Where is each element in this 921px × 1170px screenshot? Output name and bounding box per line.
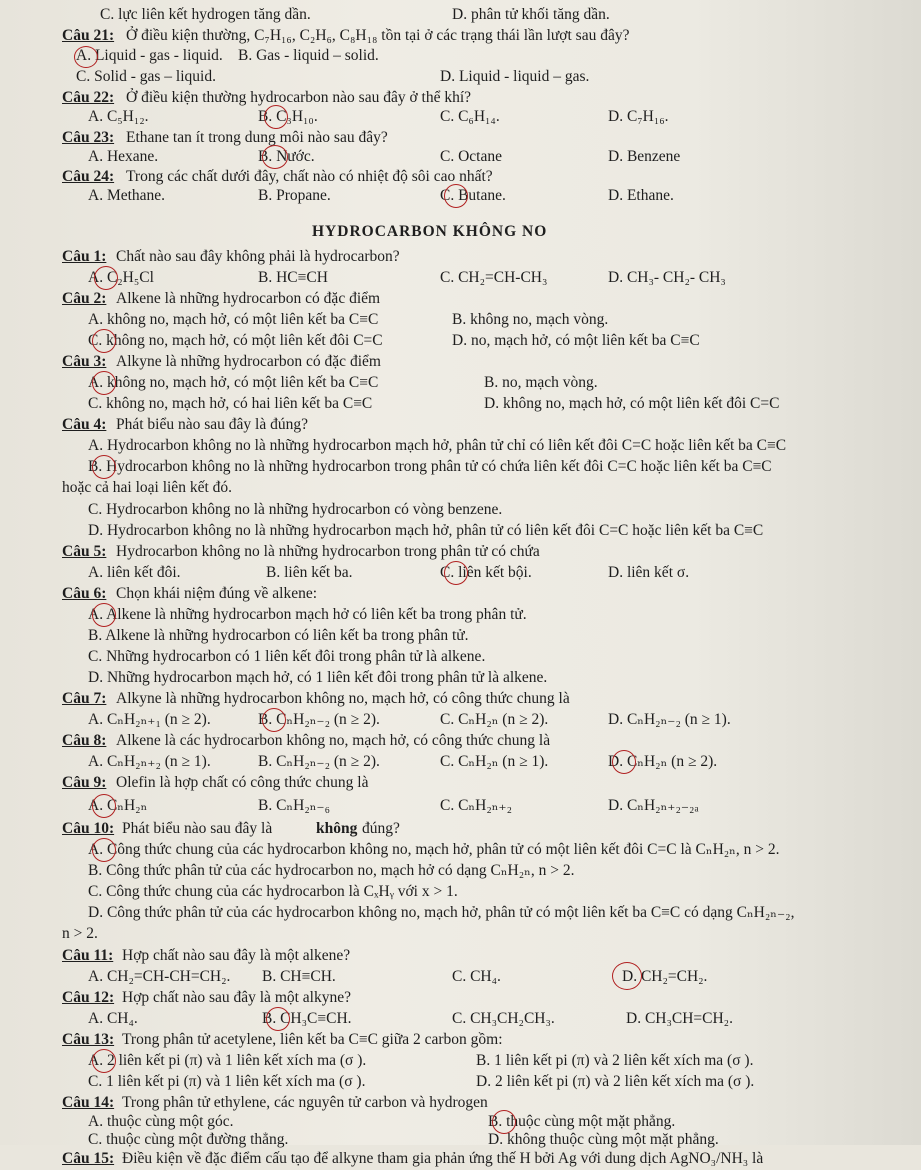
text-cell: D. CH₂=CH₂. — [622, 968, 708, 985]
question-label: Câu 21: — [62, 27, 115, 44]
text-cell: D. CₙH₂ₙ₊₂₋₂ₐ — [608, 797, 699, 814]
text-cell: A. Hydrocarbon không no là những hydrocarbon mạch hở, phân tử chỉ có liên kết đôi C=C hoặc liên kết ba C≡C — [88, 437, 787, 454]
text-cell: B. Gas - liquid – solid. — [238, 47, 379, 64]
text-cell: C. Những hydrocarbon có 1 liên kết đôi trong phân tử là alkene. — [88, 648, 486, 665]
text-cell: C. Octane — [440, 148, 502, 165]
text-cell: C. CH₃CH₂CH₃. — [452, 1010, 555, 1027]
question-label: Câu 9: — [62, 774, 107, 791]
text-cell: A. C₂H₅Cl — [88, 269, 154, 286]
question-label: Câu 4: — [62, 416, 107, 433]
text-cell: A. CₙH₂ₙ₊₂ (n ≥ 1). — [88, 753, 211, 770]
text-line — [0, 1071, 921, 1093]
text-cell: Phát biểu nào sau đây là đúng? — [116, 416, 308, 433]
text-line — [0, 435, 921, 457]
text-line — [0, 583, 921, 605]
text-cell: A. CH₄. — [88, 1010, 138, 1027]
text-cell: B. HC≡CH — [258, 269, 328, 286]
question-label: Câu 7: — [62, 690, 107, 707]
text-cell: B. Propane. — [258, 187, 331, 204]
text-cell: D. phân tử khối tăng dần. — [452, 6, 610, 23]
text-cell: A. 2 liên kết pi (π) và 1 liên kết xích ma (σ ). — [88, 1052, 367, 1069]
text-cell: D. CH₃- CH₂- CH₃ — [608, 269, 726, 286]
text-cell: Trong phân tử acetylene, liên kết ba C≡C giữa 2 carbon gồm: — [122, 1031, 503, 1048]
text-cell: A. C₅H₁₂. — [88, 108, 149, 125]
question-label: Câu 22: — [62, 89, 115, 106]
text-line — [0, 1050, 921, 1072]
text-cell: D. Công thức phân tử của các hydrocarbon không no, mạch hở, phân tử có một liên kết ba C≡C có dạng CₙH₂ₙ₋₂, — [88, 904, 795, 921]
text-line — [0, 477, 921, 499]
text-line — [0, 456, 921, 478]
text-cell: Điều kiện về đặc điểm cấu tạo để alkyne tham gia phản ứng thế H bởi Ag với dung dịch AgNO₃/NH₃ là — [122, 1150, 764, 1167]
text-cell: C. C₆H₁₄. — [440, 108, 500, 125]
text-line — [0, 185, 921, 207]
text-line — [0, 966, 921, 988]
text-line — [0, 860, 921, 882]
text-cell: B. Công thức phân tử của các hydrocarbon no, mạch hở có dạng CₙH₂ₙ, n > 2. — [88, 862, 575, 879]
text-cell: A. không no, mạch hở, có một liên kết ba C≡C — [88, 374, 379, 391]
question-label: Câu 14: — [62, 1094, 115, 1111]
question-label: Câu 10: — [62, 820, 115, 837]
text-line — [0, 625, 921, 647]
text-cell: B. CH₃C≡CH. — [262, 1010, 352, 1027]
text-cell: A. không no, mạch hở, có một liên kết ba C≡C — [88, 311, 379, 328]
text-cell: hoặc cả hai loại liên kết đó. — [62, 479, 233, 496]
text-cell: B. no, mạch vòng. — [484, 374, 598, 391]
text-line — [0, 45, 921, 67]
text-line — [0, 541, 921, 563]
text-line — [0, 393, 921, 415]
text-cell: n > 2. — [62, 925, 98, 942]
text-cell: C. thuộc cùng một đường thẳng. — [88, 1131, 289, 1148]
text-cell: B. CₙH₂ₙ₋₂ (n ≥ 2). — [258, 711, 380, 728]
text-line — [0, 818, 921, 840]
text-cell: C. Công thức chung của các hydrocarbon là CₓHᵧ với x > 1. — [88, 883, 458, 900]
text-cell: C. lực liên kết hydrogen tăng dần. — [100, 6, 311, 23]
text-cell: C. CₙH₂ₙ (n ≥ 2). — [440, 711, 549, 728]
text-cell: D. không no, mạch hở, có một liên kết đôi C=C — [484, 395, 780, 412]
text-cell: C. CₙH₂ₙ₊₂ — [440, 797, 513, 814]
text-cell: Trong phân tử ethylene, các nguyên tử carbon và hydrogen — [122, 1094, 488, 1111]
text-line — [0, 795, 921, 817]
text-line — [0, 902, 921, 924]
text-cell: B. thuộc cùng một mặt phẳng. — [488, 1113, 676, 1130]
text-cell: C. Solid - gas – liquid. — [76, 68, 216, 85]
text-cell: D. C₇H₁₆. — [608, 108, 669, 125]
text-cell: Hợp chất nào sau đây là một alkyne? — [122, 989, 351, 1006]
text-cell: A. Hexane. — [88, 148, 159, 165]
text-cell: D. no, mạch hở, có một liên kết ba C≡C — [452, 332, 700, 349]
text-cell: B. CₙH₂ₙ₋₂ (n ≥ 2). — [258, 753, 380, 770]
text-cell: C. Hydrocarbon không no là những hydrocarbon có vòng benzene. — [88, 501, 503, 518]
text-cell: B. Nước. — [258, 148, 315, 165]
text-cell: B. CₙH₂ₙ₋₆ — [258, 797, 331, 814]
text-line — [0, 25, 921, 47]
question-label: Câu 3: — [62, 353, 107, 370]
text-line — [0, 945, 921, 967]
text-line — [0, 1008, 921, 1030]
text-cell: A. liên kết đôi. — [88, 564, 181, 581]
text-cell: Trong các chất dưới đây, chất nào có nhiệt độ sôi cao nhất? — [126, 168, 493, 185]
text-cell: C. không no, mạch hở, có hai liên kết ba C≡C — [88, 395, 373, 412]
text-cell: D. Hydrocarbon không no là những hydrocarbon mạch hở, phân tử có liên kết đôi C=C hoặc liên kết ba C≡C — [88, 522, 764, 539]
text-line — [0, 4, 921, 26]
text-line — [0, 106, 921, 128]
text-cell: D. CₙH₂ₙ (n ≥ 2). — [608, 753, 718, 770]
text-cell: D. Những hydrocarbon mạch hở, có 1 liên kết đôi trong phân tử là alkene. — [88, 669, 548, 686]
text-line — [0, 839, 921, 861]
text-line — [0, 688, 921, 710]
text-cell: A. CH₂=CH-CH=CH₂. — [88, 968, 231, 985]
question-label: Câu 6: — [62, 585, 107, 602]
section-heading: HYDROCARBON KHÔNG NO — [312, 223, 548, 240]
text-cell: B. Hydrocarbon không no là những hydrocarbon trong phân tử có chứa liên kết đôi C=C hoặc liên kết ba C≡C — [88, 458, 772, 475]
text-line — [0, 66, 921, 88]
text-cell: Ethane tan ít trong dung môi nào sau đây? — [126, 129, 388, 146]
text-line — [0, 288, 921, 310]
text-cell: Ở điều kiện thường, C₇H₁₆, C₂H₆, C₈H₁₈ tồn tại ở các trạng thái lần lượt sau đây? — [126, 27, 630, 44]
text-cell: B. 1 liên kết pi (π) và 2 liên kết xích ma (σ ). — [476, 1052, 754, 1069]
text-cell: D. không thuộc cùng một mặt phẳng. — [488, 1131, 719, 1148]
question-label: Câu 23: — [62, 129, 115, 146]
text-line — [0, 309, 921, 331]
question-label: Câu 8: — [62, 732, 107, 749]
text-line — [0, 372, 921, 394]
text-cell: B. C₃H₁₀. — [258, 108, 318, 125]
text-cell: A. Công thức chung của các hydrocarbon không no, mạch hở, phân tử có một liên kết đôi C=C là CₙH₂ₙ, n > 2. — [88, 841, 780, 858]
text-cell: A. Liquid - gas - liquid. — [76, 47, 223, 64]
question-label: Câu 13: — [62, 1031, 115, 1048]
text-line — [0, 1029, 921, 1051]
text-cell: C. không no, mạch hở, có một liên kết đôi C=C — [88, 332, 383, 349]
text-line — [0, 414, 921, 436]
question-label: Câu 24: — [62, 168, 115, 185]
question-label: Câu 11: — [62, 947, 114, 964]
text-line — [0, 246, 921, 268]
text-cell: C. liên kết bội. — [440, 564, 532, 581]
text-cell: C. CH₂=CH-CH₃ — [440, 269, 548, 286]
text-line — [0, 330, 921, 352]
text-cell: D. Ethane. — [608, 187, 674, 204]
text-line — [0, 751, 921, 773]
question-label: Câu 5: — [62, 543, 107, 560]
text-line — [0, 146, 921, 168]
text-cell: D. CH₃CH=CH₂. — [626, 1010, 733, 1027]
text-cell: Alkene là các hydrocarbon không no, mạch hở, có công thức chung là — [116, 732, 551, 749]
text-cell: B. không no, mạch vòng. — [452, 311, 609, 328]
text-cell: A. CₙH₂ₙ₊₁ (n ≥ 2). — [88, 711, 211, 728]
text-cell: không — [316, 820, 358, 837]
text-cell: B. liên kết ba. — [266, 564, 353, 581]
text-cell: Alkyne là những hydrocarbon không no, mạch hở, có công thức chung là — [116, 690, 570, 707]
text-line — [0, 709, 921, 731]
text-cell: B. CH≡CH. — [262, 968, 336, 985]
text-line — [0, 520, 921, 542]
text-cell: A. Methane. — [88, 187, 166, 204]
text-line — [0, 351, 921, 373]
text-line — [0, 267, 921, 289]
text-cell: D. CₙH₂ₙ₋₂ (n ≥ 1). — [608, 711, 731, 728]
text-cell: C. CₙH₂ₙ (n ≥ 1). — [440, 753, 549, 770]
text-line — [0, 667, 921, 689]
text-cell: Chất nào sau đây không phải là hydrocarbon? — [116, 248, 400, 265]
text-line — [0, 221, 921, 243]
text-cell: Alkyne là những hydrocarbon có đặc điểm — [116, 353, 381, 370]
question-label: Câu 15: — [62, 1150, 115, 1167]
text-cell: D. Liquid - liquid – gas. — [440, 68, 590, 85]
text-cell: Alkene là những hydrocarbon có đặc điểm — [116, 290, 381, 307]
text-line — [0, 562, 921, 584]
text-cell: C. CH₄. — [452, 968, 501, 985]
question-label: Câu 2: — [62, 290, 107, 307]
text-cell: A. CₙH₂ₙ — [88, 797, 148, 814]
text-cell: Hydrocarbon không no là những hydrocarbon trong phân tử có chứa — [116, 543, 540, 560]
text-cell: Ở điều kiện thường hydrocarbon nào sau đây ở thể khí? — [126, 89, 472, 106]
text-cell: A. Alkene là những hydrocarbon mạch hở có liên kết ba trong phân tử. — [88, 606, 527, 623]
text-cell: C. 1 liên kết pi (π) và 1 liên kết xích ma (σ ). — [88, 1073, 366, 1090]
text-cell: C. Butane. — [440, 187, 506, 204]
question-label: Câu 1: — [62, 248, 107, 265]
text-cell: Hợp chất nào sau đây là một alkene? — [122, 947, 351, 964]
text-line — [0, 646, 921, 668]
question-label: Câu 12: — [62, 989, 115, 1006]
text-cell: A. thuộc cùng một góc. — [88, 1113, 234, 1130]
text-line — [0, 1148, 921, 1170]
text-line — [0, 987, 921, 1009]
text-line — [0, 604, 921, 626]
text-cell: Chọn khái niệm đúng về alkene: — [116, 585, 318, 602]
text-line — [0, 923, 921, 945]
text-line — [0, 881, 921, 903]
text-cell: D. liên kết σ. — [608, 564, 690, 581]
text-cell: D. Benzene — [608, 148, 681, 165]
text-cell: Phát biểu nào sau đây là — [122, 820, 273, 837]
text-line — [0, 772, 921, 794]
text-cell: Olefin là hợp chất có công thức chung là — [116, 774, 369, 791]
text-cell: B. Alkene là những hydrocarbon có liên kết ba trong phân tử. — [88, 627, 469, 644]
text-line — [0, 730, 921, 752]
text-cell: D. 2 liên kết pi (π) và 2 liên kết xích ma (σ ). — [476, 1073, 755, 1090]
text-cell: đúng? — [362, 820, 400, 837]
text-line — [0, 499, 921, 521]
